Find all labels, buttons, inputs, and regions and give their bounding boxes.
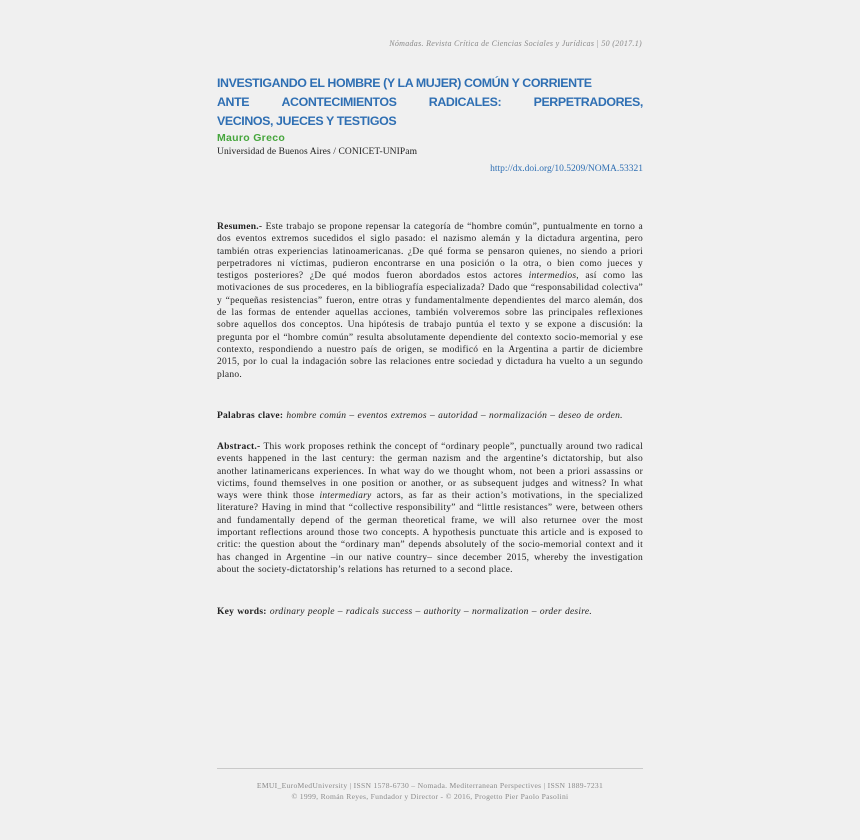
title-word: ACONTECIMIENTOS bbox=[281, 95, 397, 109]
palabras-clave-label: Palabras clave: bbox=[217, 411, 284, 421]
doi-link[interactable]: http://dx.doi.org/10.5209/NOMA.53321 bbox=[490, 164, 643, 174]
running-head: Nómadas. Revista Crítica de Ciencias Sociales y Jurídicas | 50 (2017.1) bbox=[389, 39, 642, 48]
abstract-label: Abstract.- bbox=[217, 442, 261, 452]
title-line-2 bbox=[217, 93, 643, 112]
keywords-label: Key words: bbox=[217, 607, 267, 617]
abstract-text: This work proposes rethink the concept of “ordinary people”, punctually around two radical events happened in the last century: the german nazism and the argentine’s dictatorship, but also another latinamericans experiences. In what way do we thought whom, not been a priori assassins or victims, found themselves in one position or another, or as subsequent judges and witness? In what ways were think those bbox=[217, 442, 643, 502]
abstract-text-continued: actors, as far as their action’s motivations, in the specialized literature? Having in mind that “collective responsibility” and “little resistances” were, between others and fundamentally depend of the german theoretical frame, we will also returnee over the most important reflections around those two concepts. A hypothesis punctuate this article and is exposed to critic: the question about the “ordinary man” depends absolutely of the socio-memorial context and it has changed in Argentine –in our native country– since december 2015, whereby the investigation about the society-dictatorship’s relations has returned to a second place. bbox=[217, 491, 643, 575]
keywords-paragraph bbox=[217, 606, 643, 618]
abstract-italic-term: intermediary bbox=[319, 491, 372, 502]
title-line-1: INVESTIGANDO EL HOMBRE (Y LA MUJER) COMÚN Y CORRIENTE bbox=[217, 76, 592, 90]
title-word: RADICALES: bbox=[428, 95, 502, 109]
title-line-3: VECINOS, JUECES Y TESTIGOS bbox=[217, 114, 397, 128]
resumen-text-continued: , así como las motivaciones de sus procederes, en la bibliografía especializada? Dado que “responsabilidad colectiva” y “pequeñas resistencias” fueron, entre otras y fundamentalmente dependientes del marco alemán, dos de las formas de entender aquellas acciones, también volveremos sobre las principales reflexiones sobre aquellos dos conceptos. Una hipótesis de trabajo puntúa el texto y se expone a discusión: la pregunta por el “hombre común” resulta absolutamente dependiente del contexto socio-memorial y ese contexto, respondiendo a nuestro país de origen, se modificó en la Argentina a partir de diciembre 2015, por lo cual la indagación sobre las relaciones entre sociedad y dictadura ha vuelto a un segundo plano. bbox=[217, 271, 644, 380]
author-name: Mauro Greco bbox=[217, 132, 286, 144]
article-title bbox=[217, 74, 643, 131]
author-affiliation: Universidad de Buenos Aires / CONICET-UNIPam bbox=[217, 147, 418, 157]
resumen-text: Este trabajo se propone repensar la categoría de “hombre común”, puntualmente en torno a dos eventos extremos sucedidos el siglo pasado: el nazismo alemán y la dictadura argentina, pero también otras experiencias latinoamericanas. ¿De qué forma se pensaron quienes, no siendo a priori perpetradores ni víctimas, pudieron encontrarse en una posición o la otra, o bien como jueces y testigos posteriores? ¿De qué modos fueron abordados estos actores bbox=[217, 222, 643, 282]
abstract-paragraph bbox=[217, 441, 643, 576]
title-word: PERPETRADORES, bbox=[533, 95, 643, 109]
footer-line-2: © 1999, Román Reyes, Fundador y Director - © 2016, Progetto Pier Paolo Pasolini bbox=[291, 792, 569, 801]
footer-line-1: EMUI_EuroMedUniversity | ISSN 1578-6730 – Nomada. Mediterranean Perspectives | ISSN 1889-7231 bbox=[256, 781, 604, 790]
footer-divider bbox=[217, 768, 643, 769]
palabras-clave-text: hombre común – eventos extremos – autoridad – normalización – deseo de orden. bbox=[283, 411, 623, 421]
resumen-label: Resumen.- bbox=[217, 222, 263, 232]
title-word: ANTE bbox=[217, 95, 250, 109]
keywords-text: ordinary people – radicals success – authority – normalization – order desire. bbox=[266, 607, 592, 617]
palabras-clave-paragraph bbox=[217, 410, 643, 422]
page-footer bbox=[217, 780, 643, 802]
resumen-paragraph bbox=[217, 221, 643, 381]
resumen-italic-term: intermedios bbox=[528, 271, 577, 282]
